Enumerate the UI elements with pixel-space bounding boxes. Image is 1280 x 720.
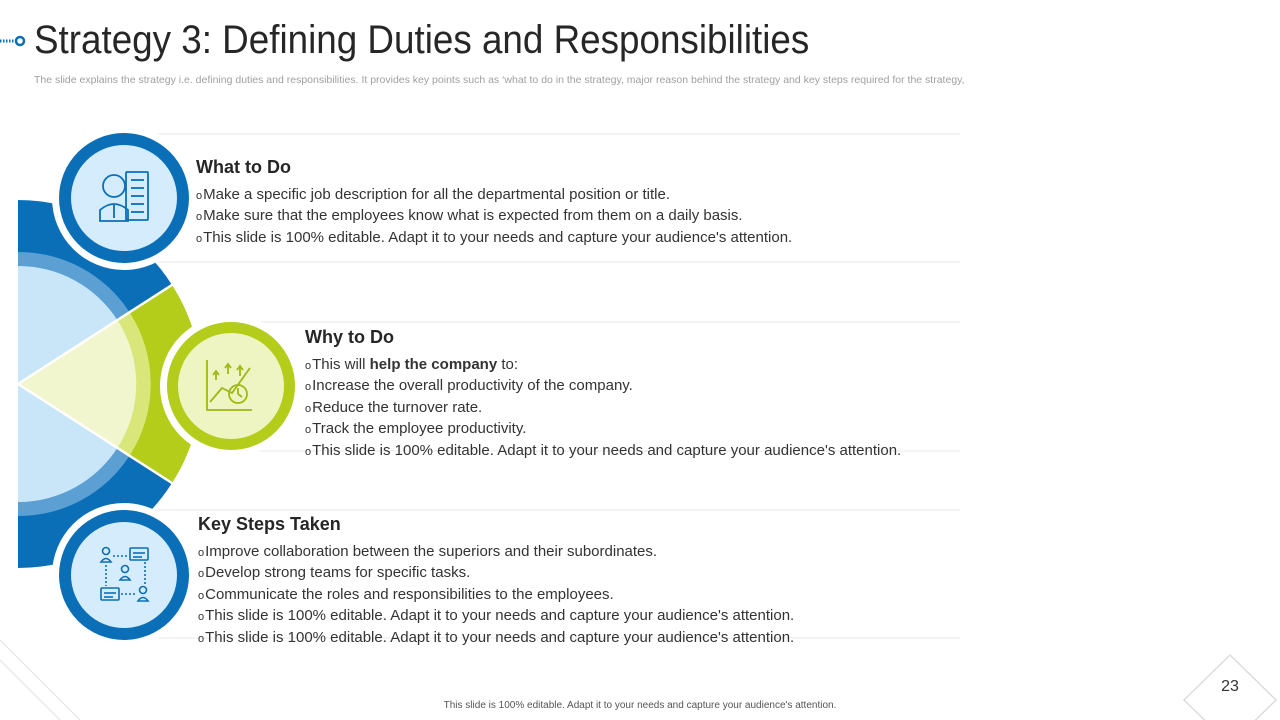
title-connector-ornament [0,37,24,45]
page-number: 23 [1221,678,1239,695]
bullet-item: oThis slide is 100% editable. Adapt it to your needs and capture your audience's attention. [305,441,902,459]
bullet-item: oThis slide is 100% editable. Adapt it to your needs and capture your audience's attention. [198,628,795,646]
section-heading: Why to Do [305,327,394,347]
bullet-item: oThis slide is 100% editable. Adapt it to your needs and capture your audience's attention. [198,607,795,625]
bullet-item: oDevelop strong teams for specific tasks. [198,564,471,582]
bullet-list [305,355,901,462]
bullet-item: oCommunicate the roles and responsibilities to the employees. [198,585,614,603]
slide-subtitle: The slide explains the strategy i.e. defining duties and responsibilities. It provides key points such as ‘what to do in the strategy, major reason behind the strategy and key steps required for the strategy, [34,74,965,86]
bullet-list [196,185,792,249]
bullet-item: oIncrease the overall productivity of the company. [305,377,633,395]
why-to-do-circle [160,315,302,457]
section-why-to-do [305,327,901,462]
slide-title: Strategy 3: Defining Duties and Responsibilities [34,18,810,62]
bullet-item: oMake a specific job description for all the departmental position or title. [196,186,671,203]
section-heading: Key Steps Taken [198,514,341,534]
what-to-do-circle [52,126,196,270]
section-what-to-do [196,157,792,249]
bullet-item: oImprove collaboration between the superiors and their subordinates. [198,543,658,560]
bullet-item: oTrack the employee productivity. [305,420,527,438]
section-heading: What to Do [196,157,291,177]
bullet-item: oThis slide is 100% editable. Adapt it to your needs and capture your audience's attention. [196,228,793,246]
bullet-item: oReduce the turnover rate. [305,398,483,416]
key-steps-circle [52,503,196,647]
bold-phrase: help the company [369,356,498,373]
footer-note: This slide is 100% editable. Adapt it to your needs and capture your audience's attention. [443,700,837,711]
bullet-item: oThis will help the company to: [305,356,519,373]
bullet-item: oMake sure that the employees know what is expected from them on a daily basis. [196,207,743,225]
section-key-steps-taken [198,514,794,649]
bullet-list [198,542,794,649]
